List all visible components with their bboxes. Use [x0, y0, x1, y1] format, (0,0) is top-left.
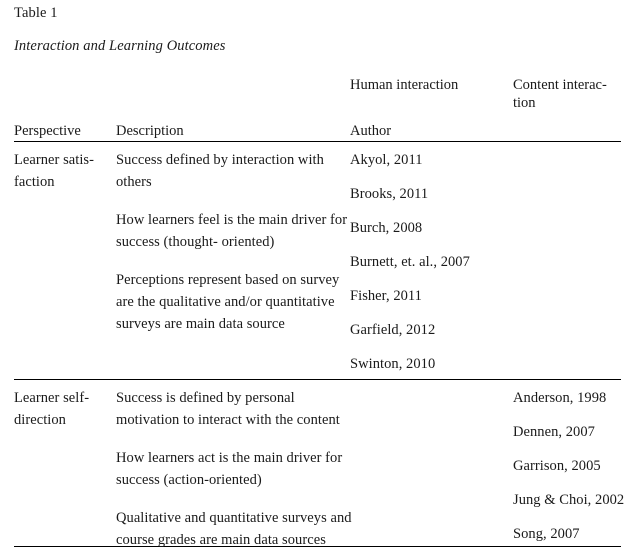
reference-entry: Anderson, 1998	[513, 390, 607, 406]
reference-entry: Garrison, 2005	[513, 458, 601, 474]
reference-entry: Jung & Choi, 2002	[513, 492, 625, 508]
reference-entry: Fisher, 2011	[350, 288, 422, 304]
description-paragraph: Success defined by interaction with others	[116, 152, 324, 190]
description-paragraph: How learners feel is the main driver for success (thought- oriented)	[116, 212, 348, 250]
cell-perspective: Learner satis- faction	[14, 152, 95, 190]
column-header-description: Description	[116, 123, 184, 139]
reference-entry: Akyol, 2011	[350, 152, 423, 168]
cell-content-interaction	[513, 387, 631, 545]
column-header-perspective: Perspective	[14, 123, 81, 139]
cell-description	[116, 387, 354, 551]
cell-human-interaction	[350, 149, 515, 375]
description-paragraph: Qualitative and quantitative surveys and course grades are main data sources	[116, 510, 352, 548]
column-header-author: Author	[350, 123, 392, 139]
description-paragraph: Success is defined by personal motivation to interact with the content	[116, 390, 340, 428]
description-paragraph: Perceptions represent based on survey are the qualitative and/or quantitative surveys are main data source	[116, 272, 340, 332]
reference-entry: Dennen, 2007	[513, 424, 595, 440]
table-header	[14, 70, 621, 141]
table-row	[14, 380, 625, 548]
data-table	[14, 70, 625, 548]
table-row	[14, 142, 621, 379]
column-header-human-interaction: Human interaction	[350, 77, 459, 93]
reference-entry: Brooks, 2011	[350, 186, 429, 202]
reference-entry: Garfield, 2012	[350, 322, 436, 338]
reference-entry: Burnett, et. al., 2007	[350, 254, 470, 270]
description-paragraph: How learners act is the main driver for success (action-oriented)	[116, 450, 343, 488]
table-caption-title: Interaction and Learning Outcomes	[14, 38, 226, 54]
reference-entry: Burch, 2008	[350, 220, 423, 236]
table-caption-number: Table 1	[14, 5, 58, 21]
reference-entry: Swinton, 2010	[350, 356, 436, 372]
cell-description	[116, 149, 354, 335]
reference-entry: Song, 2007	[513, 526, 580, 542]
column-header-content-interaction: Content interac- tion	[513, 77, 607, 111]
cell-perspective: Learner self- direction	[14, 390, 90, 428]
